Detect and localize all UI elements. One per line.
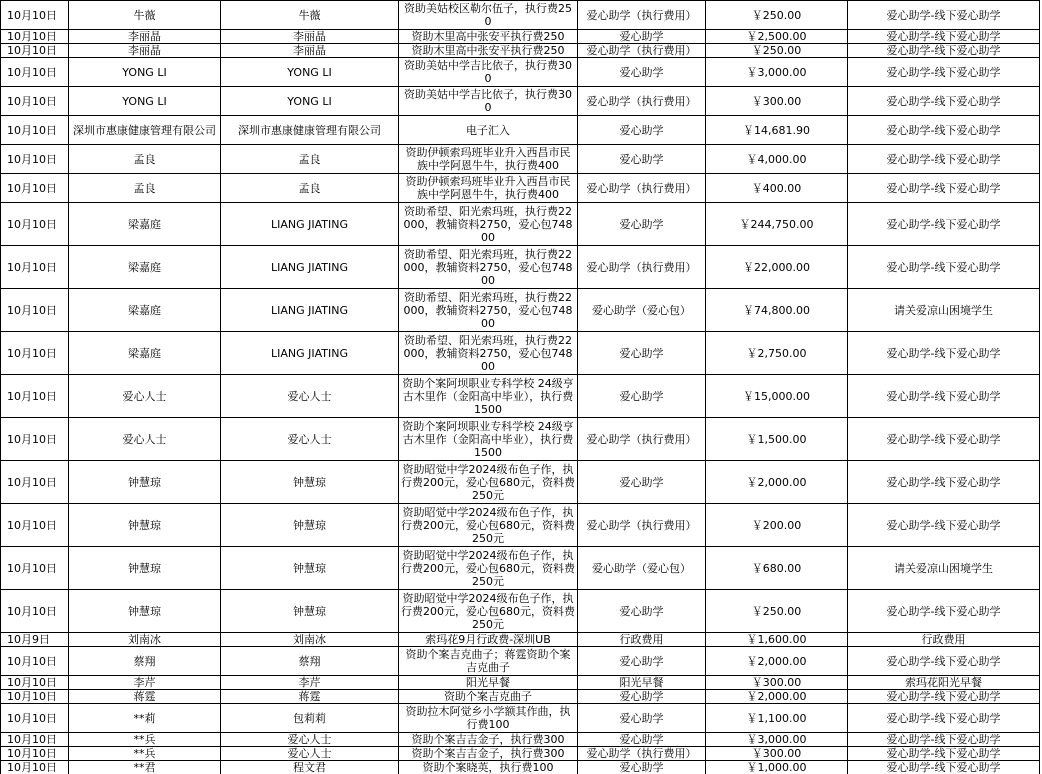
memo-cell[interactable]: 资助昭觉中学2024级布色子作，执行费200元，爱心包680元，资料费250元 (399, 504, 578, 547)
memo-cell[interactable]: 资助个案晓英，执行费100 (399, 761, 578, 774)
memo-cell[interactable]: 电子汇入 (399, 116, 578, 145)
project-cell[interactable]: 爱心助学-线下爱心助学 (848, 704, 1040, 733)
donor-cell[interactable]: 梁嘉庭 (69, 289, 221, 332)
amount-cell[interactable]: ￥250.00 (706, 1, 848, 30)
amount-cell[interactable]: ￥3,000.00 (706, 58, 848, 87)
amount-cell[interactable]: ￥300.00 (706, 87, 848, 116)
project-cell[interactable]: 爱心助学-线下爱心助学 (848, 58, 1040, 87)
date-cell[interactable]: 10月10日 (1, 647, 69, 676)
donor-cell[interactable]: 孟良 (69, 145, 221, 174)
donor-cell[interactable]: 钟慧琼 (69, 504, 221, 547)
amount-cell[interactable]: ￥2,000.00 (706, 461, 848, 504)
payer-cell[interactable]: LIANG JIATING (221, 332, 399, 375)
date-cell[interactable]: 10月10日 (1, 690, 69, 704)
payer-cell[interactable]: 包莉莉 (221, 704, 399, 733)
donor-cell[interactable]: 爱心人士 (69, 375, 221, 418)
table-row (1, 44, 1040, 58)
project-cell[interactable]: 爱心助学-线下爱心助学 (848, 690, 1040, 704)
amount-cell[interactable]: ￥250.00 (706, 44, 848, 58)
table-row (1, 461, 1040, 504)
table-row (1, 30, 1040, 44)
project-cell[interactable]: 索玛花阳光早餐 (848, 676, 1040, 690)
amount-cell[interactable]: ￥2,000.00 (706, 647, 848, 676)
payer-cell[interactable]: LIANG JIATING (221, 289, 399, 332)
donor-cell[interactable]: 刘南冰 (69, 633, 221, 647)
payer-cell[interactable]: 李丽晶 (221, 30, 399, 44)
amount-cell[interactable]: ￥300.00 (706, 676, 848, 690)
amount-cell[interactable]: ￥74,800.00 (706, 289, 848, 332)
table-row (1, 58, 1040, 87)
date-cell[interactable]: 10月10日 (1, 676, 69, 690)
payer-cell[interactable]: 爱心人士 (221, 375, 399, 418)
donor-cell[interactable]: 钟慧琼 (69, 590, 221, 633)
memo-cell[interactable]: 资助伊顿索玛班毕业升入西昌市民族中学阿恩牛牛，执行费400 (399, 174, 578, 203)
project-cell[interactable]: 爱心助学-线下爱心助学 (848, 1, 1040, 30)
amount-cell[interactable]: ￥200.00 (706, 504, 848, 547)
category-cell[interactable]: 爱心助学 (578, 761, 706, 774)
table-row (1, 676, 1040, 690)
date-cell[interactable]: 10月10日 (1, 704, 69, 733)
donor-cell[interactable]: **莉 (69, 704, 221, 733)
table-row (1, 87, 1040, 116)
table-row (1, 246, 1040, 289)
project-cell[interactable]: 请关爱凉山困境学生 (848, 547, 1040, 590)
donor-cell[interactable]: 梁嘉庭 (69, 203, 221, 246)
payer-cell[interactable]: YONG LI (221, 58, 399, 87)
date-cell[interactable]: 10月10日 (1, 116, 69, 145)
project-cell[interactable]: 爱心助学-线下爱心助学 (848, 174, 1040, 203)
date-cell[interactable]: 10月10日 (1, 246, 69, 289)
amount-cell[interactable]: ￥1,100.00 (706, 704, 848, 733)
table-row (1, 733, 1040, 747)
project-cell[interactable]: 爱心助学-线下爱心助学 (848, 116, 1040, 145)
donor-cell[interactable]: 李芹 (69, 676, 221, 690)
table-row (1, 174, 1040, 203)
payer-cell[interactable]: 爱心人士 (221, 747, 399, 761)
project-cell[interactable]: 爱心助学-线下爱心助学 (848, 332, 1040, 375)
amount-cell[interactable]: ￥680.00 (706, 547, 848, 590)
table-row (1, 704, 1040, 733)
project-cell[interactable]: 爱心助学-线下爱心助学 (848, 747, 1040, 761)
category-cell[interactable]: 爱心助学（执行费用） (578, 87, 706, 116)
table-row (1, 690, 1040, 704)
memo-cell[interactable]: 资助美姑中学吉比依子，执行费300 (399, 58, 578, 87)
category-cell[interactable]: 爱心助学 (578, 590, 706, 633)
table-row (1, 116, 1040, 145)
memo-cell[interactable]: 索玛花9月行政费-深圳UB (399, 633, 578, 647)
table-row (1, 547, 1040, 590)
project-cell[interactable]: 爱心助学-线下爱心助学 (848, 761, 1040, 774)
payer-cell[interactable]: 蒋霆 (221, 690, 399, 704)
date-cell[interactable]: 10月10日 (1, 461, 69, 504)
date-cell[interactable]: 10月10日 (1, 44, 69, 58)
project-cell[interactable]: 爱心助学-线下爱心助学 (848, 647, 1040, 676)
donor-cell[interactable]: 牛薇 (69, 1, 221, 30)
category-cell[interactable]: 爱心助学 (578, 375, 706, 418)
amount-cell[interactable]: ￥400.00 (706, 174, 848, 203)
category-cell[interactable]: 爱心助学 (578, 145, 706, 174)
table-row (1, 504, 1040, 547)
memo-cell[interactable]: 资助个案阿坝职业专科学校 24级亨古木里作（金阳高中毕业），执行费1500 (399, 375, 578, 418)
donor-cell[interactable]: 蒋霆 (69, 690, 221, 704)
amount-cell[interactable]: ￥14,681.90 (706, 116, 848, 145)
date-cell[interactable]: 10月10日 (1, 203, 69, 246)
date-cell[interactable]: 10月10日 (1, 30, 69, 44)
category-cell[interactable]: 爱心助学 (578, 704, 706, 733)
amount-cell[interactable]: ￥3,000.00 (706, 733, 848, 747)
amount-cell[interactable]: ￥250.00 (706, 590, 848, 633)
amount-cell[interactable]: ￥4,000.00 (706, 145, 848, 174)
amount-cell[interactable]: ￥2,000.00 (706, 690, 848, 704)
memo-cell[interactable]: 资助木里高中张安平执行费250 (399, 44, 578, 58)
donor-cell[interactable]: 爱心人士 (69, 418, 221, 461)
memo-cell[interactable]: 资助昭觉中学2024级布色子作，执行费200元，爱心包680元，资料费250元 (399, 461, 578, 504)
date-cell[interactable]: 10月10日 (1, 547, 69, 590)
donor-cell[interactable]: 深圳市惠康健康管理有限公司 (69, 116, 221, 145)
amount-cell[interactable]: ￥1,500.00 (706, 418, 848, 461)
memo-cell[interactable]: 资助个案吉吉金子，执行费300 (399, 733, 578, 747)
payer-cell[interactable]: 孟良 (221, 145, 399, 174)
amount-cell[interactable]: ￥22,000.00 (706, 246, 848, 289)
date-cell[interactable]: 10月10日 (1, 87, 69, 116)
memo-cell[interactable]: 资助个案阿坝职业专科学校 24级亨古木里作（金阳高中毕业），执行费1500 (399, 418, 578, 461)
memo-cell[interactable]: 资助个案吉吉金子，执行费300 (399, 747, 578, 761)
project-cell[interactable]: 爱心助学-线下爱心助学 (848, 203, 1040, 246)
date-cell[interactable]: 10月10日 (1, 418, 69, 461)
donor-cell[interactable]: **兵 (69, 733, 221, 747)
category-cell[interactable]: 爱心助学（爱心包） (578, 289, 706, 332)
table-row (1, 203, 1040, 246)
category-cell[interactable]: 爱心助学 (578, 647, 706, 676)
project-cell[interactable]: 爱心助学-线下爱心助学 (848, 418, 1040, 461)
memo-cell[interactable]: 资助美姑中学吉比依子，执行费300 (399, 87, 578, 116)
category-cell[interactable]: 爱心助学（执行费用） (578, 504, 706, 547)
table-row (1, 375, 1040, 418)
project-cell[interactable]: 爱心助学-线下爱心助学 (848, 590, 1040, 633)
table-row (1, 761, 1040, 774)
memo-cell[interactable]: 资助个案吉克曲子 (399, 690, 578, 704)
payer-cell[interactable]: 刘南冰 (221, 633, 399, 647)
category-cell[interactable]: 爱心助学（执行费用） (578, 418, 706, 461)
date-cell[interactable]: 10月10日 (1, 761, 69, 774)
memo-cell[interactable]: 资助拉木阿觉乡小学额其作曲，执行费100 (399, 704, 578, 733)
category-cell[interactable]: 爱心助学 (578, 203, 706, 246)
donor-cell[interactable]: **兵 (69, 747, 221, 761)
payer-cell[interactable]: 李丽晶 (221, 44, 399, 58)
donor-cell[interactable]: 李丽晶 (69, 30, 221, 44)
donor-cell[interactable]: 钟慧琼 (69, 461, 221, 504)
table-row (1, 647, 1040, 676)
date-cell[interactable]: 10月10日 (1, 145, 69, 174)
table-row (1, 332, 1040, 375)
amount-cell[interactable]: ￥2,750.00 (706, 332, 848, 375)
memo-cell[interactable]: 资助伊顿索玛班毕业升入西昌市民族中学阿恩牛牛，执行费400 (399, 145, 578, 174)
category-cell[interactable]: 行政费用 (578, 633, 706, 647)
table-row (1, 590, 1040, 633)
project-cell[interactable]: 爱心助学-线下爱心助学 (848, 145, 1040, 174)
table-body (1, 1, 1040, 774)
memo-cell[interactable]: 资助希望、阳光索玛班，执行费22000，教辅资料2750，爱心包74800 (399, 203, 578, 246)
date-cell[interactable]: 10月10日 (1, 504, 69, 547)
table-row (1, 747, 1040, 761)
donor-cell[interactable]: 蔡翔 (69, 647, 221, 676)
project-cell[interactable]: 请关爱凉山困境学生 (848, 289, 1040, 332)
date-cell[interactable]: 10月10日 (1, 174, 69, 203)
payer-cell[interactable]: 蔡翔 (221, 647, 399, 676)
memo-cell[interactable]: 资助木里高中张安平执行费250 (399, 30, 578, 44)
memo-cell[interactable]: 阳光早餐 (399, 676, 578, 690)
date-cell[interactable]: 10月10日 (1, 375, 69, 418)
donor-cell[interactable]: YONG LI (69, 58, 221, 87)
category-cell[interactable]: 爱心助学（执行费用） (578, 246, 706, 289)
project-cell[interactable]: 爱心助学-线下爱心助学 (848, 87, 1040, 116)
project-cell[interactable]: 爱心助学-线下爱心助学 (848, 504, 1040, 547)
payer-cell[interactable]: 钟慧琼 (221, 461, 399, 504)
category-cell[interactable]: 爱心助学 (578, 58, 706, 87)
amount-cell[interactable]: ￥2,500.00 (706, 30, 848, 44)
amount-cell[interactable]: ￥1,000.00 (706, 761, 848, 774)
payer-cell[interactable]: LIANG JIATING (221, 246, 399, 289)
date-cell[interactable]: 10月9日 (1, 633, 69, 647)
project-cell[interactable]: 爱心助学-线下爱心助学 (848, 246, 1040, 289)
payer-cell[interactable]: 钟慧琼 (221, 547, 399, 590)
amount-cell[interactable]: ￥244,750.00 (706, 203, 848, 246)
category-cell[interactable]: 爱心助学（爱心包） (578, 547, 706, 590)
donor-cell[interactable]: 李丽晶 (69, 44, 221, 58)
table-row (1, 289, 1040, 332)
amount-cell[interactable]: ￥15,000.00 (706, 375, 848, 418)
memo-cell[interactable]: 资助个案吉克曲子；蒋霆资助个案吉克曲子 (399, 647, 578, 676)
donor-cell[interactable]: **君 (69, 761, 221, 774)
category-cell[interactable]: 爱心助学 (578, 690, 706, 704)
donor-cell[interactable]: 孟良 (69, 174, 221, 203)
memo-cell[interactable]: 资助希望、阳光索玛班，执行费22000，教辅资料2750，爱心包74800 (399, 332, 578, 375)
date-cell[interactable]: 10月10日 (1, 733, 69, 747)
payer-cell[interactable]: 程文君 (221, 761, 399, 774)
category-cell[interactable]: 爱心助学（执行费用） (578, 44, 706, 58)
category-cell[interactable]: 阳光早餐 (578, 676, 706, 690)
payer-cell[interactable]: 深圳市惠康健康管理有限公司 (221, 116, 399, 145)
payer-cell[interactable]: 爱心人士 (221, 733, 399, 747)
date-cell[interactable]: 10月10日 (1, 58, 69, 87)
memo-cell[interactable]: 资助美姑校区勒尔伍子，执行费250 (399, 1, 578, 30)
payer-cell[interactable]: 爱心人士 (221, 418, 399, 461)
table-row (1, 145, 1040, 174)
date-cell[interactable]: 10月10日 (1, 590, 69, 633)
amount-cell[interactable]: ￥300.00 (706, 747, 848, 761)
project-cell[interactable]: 爱心助学-线下爱心助学 (848, 461, 1040, 504)
memo-cell[interactable]: 资助希望、阳光索玛班，执行费22000，教辅资料2750，爱心包74800 (399, 246, 578, 289)
category-cell[interactable]: 爱心助学 (578, 733, 706, 747)
project-cell[interactable]: 爱心助学-线下爱心助学 (848, 733, 1040, 747)
memo-cell[interactable]: 资助昭觉中学2024级布色子作，执行费200元，爱心包680元，资料费250元 (399, 590, 578, 633)
table-row (1, 1, 1040, 30)
memo-cell[interactable]: 资助希望、阳光索玛班，执行费22000，教辅资料2750，爱心包74800 (399, 289, 578, 332)
project-cell[interactable]: 爱心助学-线下爱心助学 (848, 30, 1040, 44)
donor-cell[interactable]: 钟慧琼 (69, 547, 221, 590)
category-cell[interactable]: 爱心助学（执行费用） (578, 1, 706, 30)
amount-cell[interactable]: ￥1,600.00 (706, 633, 848, 647)
donor-cell[interactable]: YONG LI (69, 87, 221, 116)
memo-cell[interactable]: 资助昭觉中学2024级布色子作，执行费200元，爱心包680元，资料费250元 (399, 547, 578, 590)
date-cell[interactable]: 10月10日 (1, 332, 69, 375)
category-cell[interactable]: 爱心助学 (578, 116, 706, 145)
payer-cell[interactable]: LIANG JIATING (221, 203, 399, 246)
category-cell[interactable]: 爱心助学 (578, 461, 706, 504)
payer-cell[interactable]: YONG LI (221, 87, 399, 116)
date-cell[interactable]: 10月10日 (1, 1, 69, 30)
payer-cell[interactable]: 钟慧琼 (221, 504, 399, 547)
project-cell[interactable]: 行政费用 (848, 633, 1040, 647)
table-row (1, 633, 1040, 647)
table-row (1, 418, 1040, 461)
donor-cell[interactable]: 梁嘉庭 (69, 332, 221, 375)
category-cell[interactable]: 爱心助学（执行费用） (578, 174, 706, 203)
category-cell[interactable]: 爱心助学 (578, 332, 706, 375)
payer-cell[interactable]: 钟慧琼 (221, 590, 399, 633)
payer-cell[interactable]: 李芹 (221, 676, 399, 690)
payer-cell[interactable]: 牛薇 (221, 1, 399, 30)
project-cell[interactable]: 爱心助学-线下爱心助学 (848, 44, 1040, 58)
category-cell[interactable]: 爱心助学 (578, 30, 706, 44)
date-cell[interactable]: 10月10日 (1, 747, 69, 761)
donor-cell[interactable]: 梁嘉庭 (69, 246, 221, 289)
payer-cell[interactable]: 孟良 (221, 174, 399, 203)
date-cell[interactable]: 10月10日 (1, 289, 69, 332)
project-cell[interactable]: 爱心助学-线下爱心助学 (848, 375, 1040, 418)
category-cell[interactable]: 爱心助学（执行费用） (578, 747, 706, 761)
